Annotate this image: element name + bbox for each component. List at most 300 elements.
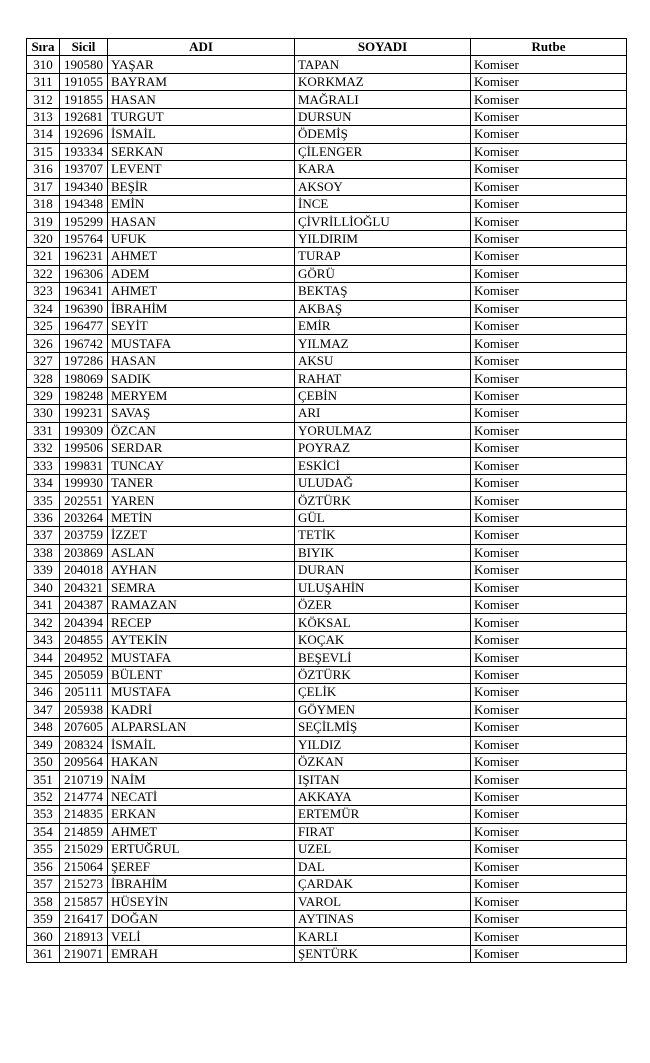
cell-soyadi: ÖZTÜRK bbox=[295, 492, 471, 509]
cell-rutbe: Komiser bbox=[471, 841, 627, 858]
table-row bbox=[27, 858, 627, 875]
cell-soyadi: BEŞEVLİ bbox=[295, 649, 471, 666]
cell-sicil: 215064 bbox=[60, 858, 108, 875]
table-row bbox=[27, 684, 627, 701]
cell-adi: EMİN bbox=[108, 195, 295, 212]
cell-sira: 340 bbox=[27, 579, 60, 596]
cell-sicil: 194340 bbox=[60, 178, 108, 195]
cell-adi: İZZET bbox=[108, 527, 295, 544]
cell-adi: ADEM bbox=[108, 265, 295, 282]
cell-sira: 319 bbox=[27, 213, 60, 230]
header-sicil: Sicil bbox=[60, 39, 108, 56]
table-row bbox=[27, 213, 627, 230]
table-row bbox=[27, 248, 627, 265]
cell-sicil: 198248 bbox=[60, 387, 108, 404]
cell-adi: ŞEREF bbox=[108, 858, 295, 875]
cell-sira: 330 bbox=[27, 405, 60, 422]
cell-adi: YAREN bbox=[108, 492, 295, 509]
cell-rutbe: Komiser bbox=[471, 387, 627, 404]
cell-soyadi: MAĞRALI bbox=[295, 91, 471, 108]
cell-adi: ALPARSLAN bbox=[108, 719, 295, 736]
cell-rutbe: Komiser bbox=[471, 195, 627, 212]
cell-sira: 334 bbox=[27, 474, 60, 491]
cell-soyadi: SEÇİLMİŞ bbox=[295, 719, 471, 736]
cell-rutbe: Komiser bbox=[471, 876, 627, 893]
cell-sicil: 210719 bbox=[60, 771, 108, 788]
cell-soyadi: EMİR bbox=[295, 318, 471, 335]
cell-adi: AHMET bbox=[108, 823, 295, 840]
cell-sira: 333 bbox=[27, 457, 60, 474]
cell-soyadi: AKSU bbox=[295, 352, 471, 369]
cell-soyadi: ESKİCİ bbox=[295, 457, 471, 474]
table-row bbox=[27, 841, 627, 858]
cell-sira: 354 bbox=[27, 823, 60, 840]
cell-rutbe: Komiser bbox=[471, 788, 627, 805]
cell-adi: AHMET bbox=[108, 283, 295, 300]
cell-rutbe: Komiser bbox=[471, 126, 627, 143]
cell-rutbe: Komiser bbox=[471, 736, 627, 753]
cell-sicil: 199506 bbox=[60, 440, 108, 457]
cell-rutbe: Komiser bbox=[471, 945, 627, 962]
cell-soyadi: ÇİLENGER bbox=[295, 143, 471, 160]
cell-adi: SERDAR bbox=[108, 440, 295, 457]
cell-soyadi: VAROL bbox=[295, 893, 471, 910]
cell-soyadi: AKBAŞ bbox=[295, 300, 471, 317]
cell-sicil: 199231 bbox=[60, 405, 108, 422]
cell-soyadi: ÇİVRİLLİOĞLU bbox=[295, 213, 471, 230]
cell-sicil: 203264 bbox=[60, 509, 108, 526]
table-row bbox=[27, 945, 627, 962]
table-row bbox=[27, 143, 627, 160]
cell-soyadi: İNCE bbox=[295, 195, 471, 212]
cell-rutbe: Komiser bbox=[471, 509, 627, 526]
cell-soyadi: DURAN bbox=[295, 562, 471, 579]
cell-soyadi: UZEL bbox=[295, 841, 471, 858]
cell-sicil: 204321 bbox=[60, 579, 108, 596]
cell-adi: DOĞAN bbox=[108, 910, 295, 927]
cell-sira: 337 bbox=[27, 527, 60, 544]
cell-sira: 338 bbox=[27, 544, 60, 561]
cell-soyadi: TETİK bbox=[295, 527, 471, 544]
cell-sicil: 215029 bbox=[60, 841, 108, 858]
cell-sicil: 190580 bbox=[60, 56, 108, 73]
cell-adi: MUSTAFA bbox=[108, 649, 295, 666]
cell-sira: 358 bbox=[27, 893, 60, 910]
table-row bbox=[27, 597, 627, 614]
cell-sira: 346 bbox=[27, 684, 60, 701]
cell-sira: 314 bbox=[27, 126, 60, 143]
cell-sicil: 205111 bbox=[60, 684, 108, 701]
cell-rutbe: Komiser bbox=[471, 649, 627, 666]
cell-sira: 315 bbox=[27, 143, 60, 160]
table-row bbox=[27, 562, 627, 579]
cell-sira: 316 bbox=[27, 161, 60, 178]
cell-sira: 336 bbox=[27, 509, 60, 526]
cell-sicil: 195299 bbox=[60, 213, 108, 230]
table-row bbox=[27, 928, 627, 945]
cell-sira: 361 bbox=[27, 945, 60, 962]
cell-rutbe: Komiser bbox=[471, 474, 627, 491]
cell-rutbe: Komiser bbox=[471, 265, 627, 282]
cell-soyadi: ŞENTÜRK bbox=[295, 945, 471, 962]
cell-sira: 356 bbox=[27, 858, 60, 875]
cell-soyadi: ULUŞAHİN bbox=[295, 579, 471, 596]
cell-sira: 311 bbox=[27, 73, 60, 90]
cell-sira: 312 bbox=[27, 91, 60, 108]
cell-soyadi: ÇELİK bbox=[295, 684, 471, 701]
cell-soyadi: RAHAT bbox=[295, 370, 471, 387]
cell-adi: BAYRAM bbox=[108, 73, 295, 90]
cell-sira: 352 bbox=[27, 788, 60, 805]
cell-sicil: 197286 bbox=[60, 352, 108, 369]
table-row bbox=[27, 352, 627, 369]
cell-sicil: 214835 bbox=[60, 806, 108, 823]
cell-rutbe: Komiser bbox=[471, 527, 627, 544]
table-row bbox=[27, 893, 627, 910]
table-row bbox=[27, 405, 627, 422]
cell-sira: 318 bbox=[27, 195, 60, 212]
cell-sira: 344 bbox=[27, 649, 60, 666]
table-row bbox=[27, 527, 627, 544]
cell-sicil: 195764 bbox=[60, 230, 108, 247]
cell-adi: RECEP bbox=[108, 614, 295, 631]
table-header-row bbox=[27, 39, 627, 56]
table-row bbox=[27, 701, 627, 718]
header-rutbe: Rutbe bbox=[471, 39, 627, 56]
cell-adi: ASLAN bbox=[108, 544, 295, 561]
table-row bbox=[27, 457, 627, 474]
table-row bbox=[27, 230, 627, 247]
cell-soyadi: BEKTAŞ bbox=[295, 283, 471, 300]
cell-adi: İSMAİL bbox=[108, 736, 295, 753]
cell-sicil: 204394 bbox=[60, 614, 108, 631]
table-row bbox=[27, 91, 627, 108]
cell-sicil: 196390 bbox=[60, 300, 108, 317]
cell-rutbe: Komiser bbox=[471, 230, 627, 247]
table-row bbox=[27, 719, 627, 736]
cell-adi: HAKAN bbox=[108, 753, 295, 770]
table-row bbox=[27, 579, 627, 596]
cell-soyadi: GÜL bbox=[295, 509, 471, 526]
cell-adi: EMRAH bbox=[108, 945, 295, 962]
cell-soyadi: AYTINAS bbox=[295, 910, 471, 927]
cell-soyadi: ÖZER bbox=[295, 597, 471, 614]
cell-rutbe: Komiser bbox=[471, 440, 627, 457]
cell-sira: 350 bbox=[27, 753, 60, 770]
table-row bbox=[27, 474, 627, 491]
cell-sicil: 199831 bbox=[60, 457, 108, 474]
table-row bbox=[27, 195, 627, 212]
table-row bbox=[27, 73, 627, 90]
cell-soyadi: POYRAZ bbox=[295, 440, 471, 457]
cell-sicil: 192696 bbox=[60, 126, 108, 143]
cell-rutbe: Komiser bbox=[471, 56, 627, 73]
cell-rutbe: Komiser bbox=[471, 335, 627, 352]
cell-rutbe: Komiser bbox=[471, 614, 627, 631]
cell-adi: METİN bbox=[108, 509, 295, 526]
cell-soyadi: ÖDEMİŞ bbox=[295, 126, 471, 143]
cell-rutbe: Komiser bbox=[471, 579, 627, 596]
cell-rutbe: Komiser bbox=[471, 73, 627, 90]
cell-soyadi: ÇARDAK bbox=[295, 876, 471, 893]
cell-adi: TANER bbox=[108, 474, 295, 491]
cell-sicil: 196231 bbox=[60, 248, 108, 265]
cell-sira: 326 bbox=[27, 335, 60, 352]
cell-adi: AHMET bbox=[108, 248, 295, 265]
cell-soyadi: ÖZTÜRK bbox=[295, 666, 471, 683]
cell-soyadi: KÖKSAL bbox=[295, 614, 471, 631]
cell-sicil: 191055 bbox=[60, 73, 108, 90]
cell-rutbe: Komiser bbox=[471, 597, 627, 614]
cell-sira: 359 bbox=[27, 910, 60, 927]
cell-sicil: 204387 bbox=[60, 597, 108, 614]
cell-soyadi: IŞITAN bbox=[295, 771, 471, 788]
cell-adi: SEYİT bbox=[108, 318, 295, 335]
cell-adi: ERKAN bbox=[108, 806, 295, 823]
cell-soyadi: ERTEMÜR bbox=[295, 806, 471, 823]
cell-adi: MUSTAFA bbox=[108, 684, 295, 701]
cell-rutbe: Komiser bbox=[471, 631, 627, 648]
header-soyadi: SOYADI bbox=[295, 39, 471, 56]
cell-soyadi: ÇEBİN bbox=[295, 387, 471, 404]
table-row bbox=[27, 492, 627, 509]
cell-soyadi: TURAP bbox=[295, 248, 471, 265]
cell-rutbe: Komiser bbox=[471, 492, 627, 509]
table-row bbox=[27, 631, 627, 648]
cell-sicil: 204952 bbox=[60, 649, 108, 666]
cell-rutbe: Komiser bbox=[471, 352, 627, 369]
table-row bbox=[27, 753, 627, 770]
cell-rutbe: Komiser bbox=[471, 771, 627, 788]
personnel-table bbox=[26, 38, 627, 963]
cell-adi: BEŞİR bbox=[108, 178, 295, 195]
cell-adi: MERYEM bbox=[108, 387, 295, 404]
cell-sira: 348 bbox=[27, 719, 60, 736]
cell-sicil: 208324 bbox=[60, 736, 108, 753]
cell-soyadi: KORKMAZ bbox=[295, 73, 471, 90]
table-row bbox=[27, 509, 627, 526]
cell-soyadi: ARI bbox=[295, 405, 471, 422]
cell-sira: 321 bbox=[27, 248, 60, 265]
cell-adi: NECATİ bbox=[108, 788, 295, 805]
cell-soyadi: ÖZKAN bbox=[295, 753, 471, 770]
cell-sicil: 196306 bbox=[60, 265, 108, 282]
cell-adi: UFUK bbox=[108, 230, 295, 247]
cell-sicil: 214774 bbox=[60, 788, 108, 805]
cell-rutbe: Komiser bbox=[471, 178, 627, 195]
cell-adi: HASAN bbox=[108, 352, 295, 369]
cell-rutbe: Komiser bbox=[471, 858, 627, 875]
cell-sicil: 219071 bbox=[60, 945, 108, 962]
cell-sira: 349 bbox=[27, 736, 60, 753]
table-row bbox=[27, 56, 627, 73]
cell-sira: 342 bbox=[27, 614, 60, 631]
cell-rutbe: Komiser bbox=[471, 422, 627, 439]
cell-rutbe: Komiser bbox=[471, 161, 627, 178]
cell-sicil: 203759 bbox=[60, 527, 108, 544]
cell-sicil: 198069 bbox=[60, 370, 108, 387]
cell-rutbe: Komiser bbox=[471, 928, 627, 945]
table-row bbox=[27, 649, 627, 666]
cell-adi: LEVENT bbox=[108, 161, 295, 178]
cell-adi: RAMAZAN bbox=[108, 597, 295, 614]
cell-sicil: 203869 bbox=[60, 544, 108, 561]
cell-sira: 320 bbox=[27, 230, 60, 247]
cell-soyadi: YILDIZ bbox=[295, 736, 471, 753]
table-row bbox=[27, 126, 627, 143]
table-row bbox=[27, 300, 627, 317]
cell-adi: ERTUĞRUL bbox=[108, 841, 295, 858]
table-row bbox=[27, 666, 627, 683]
cell-rutbe: Komiser bbox=[471, 405, 627, 422]
table-row bbox=[27, 265, 627, 282]
cell-sira: 327 bbox=[27, 352, 60, 369]
cell-soyadi: GÖYMEN bbox=[295, 701, 471, 718]
cell-soyadi: FIRAT bbox=[295, 823, 471, 840]
cell-adi: HASAN bbox=[108, 213, 295, 230]
table-row bbox=[27, 771, 627, 788]
cell-sira: 341 bbox=[27, 597, 60, 614]
cell-sicil: 202551 bbox=[60, 492, 108, 509]
cell-sicil: 196477 bbox=[60, 318, 108, 335]
cell-adi: İBRAHİM bbox=[108, 300, 295, 317]
cell-sira: 324 bbox=[27, 300, 60, 317]
cell-adi: AYTEKİN bbox=[108, 631, 295, 648]
cell-rutbe: Komiser bbox=[471, 143, 627, 160]
cell-sira: 351 bbox=[27, 771, 60, 788]
cell-soyadi: YILMAZ bbox=[295, 335, 471, 352]
cell-soyadi: ULUDAĞ bbox=[295, 474, 471, 491]
table-row bbox=[27, 440, 627, 457]
cell-adi: TUNCAY bbox=[108, 457, 295, 474]
table-row bbox=[27, 387, 627, 404]
cell-sira: 332 bbox=[27, 440, 60, 457]
cell-sicil: 214859 bbox=[60, 823, 108, 840]
cell-sira: 353 bbox=[27, 806, 60, 823]
cell-adi: HÜSEYİN bbox=[108, 893, 295, 910]
cell-soyadi: AKSOY bbox=[295, 178, 471, 195]
table-row bbox=[27, 876, 627, 893]
cell-rutbe: Komiser bbox=[471, 753, 627, 770]
cell-rutbe: Komiser bbox=[471, 701, 627, 718]
cell-adi: NAİM bbox=[108, 771, 295, 788]
cell-adi: KADRİ bbox=[108, 701, 295, 718]
table-row bbox=[27, 370, 627, 387]
cell-adi: İBRAHİM bbox=[108, 876, 295, 893]
cell-sicil: 199930 bbox=[60, 474, 108, 491]
cell-soyadi: DURSUN bbox=[295, 108, 471, 125]
cell-sira: 323 bbox=[27, 283, 60, 300]
cell-rutbe: Komiser bbox=[471, 370, 627, 387]
cell-sira: 355 bbox=[27, 841, 60, 858]
cell-sicil: 205059 bbox=[60, 666, 108, 683]
table-body bbox=[27, 56, 627, 963]
cell-sicil: 209564 bbox=[60, 753, 108, 770]
cell-sira: 313 bbox=[27, 108, 60, 125]
table-row bbox=[27, 614, 627, 631]
cell-soyadi: BIYIK bbox=[295, 544, 471, 561]
table-row bbox=[27, 823, 627, 840]
cell-rutbe: Komiser bbox=[471, 719, 627, 736]
cell-adi: YAŞAR bbox=[108, 56, 295, 73]
cell-rutbe: Komiser bbox=[471, 562, 627, 579]
cell-adi: ÖZCAN bbox=[108, 422, 295, 439]
cell-sira: 339 bbox=[27, 562, 60, 579]
cell-adi: HASAN bbox=[108, 91, 295, 108]
cell-sira: 328 bbox=[27, 370, 60, 387]
cell-sicil: 205938 bbox=[60, 701, 108, 718]
cell-sicil: 216417 bbox=[60, 910, 108, 927]
cell-sicil: 204018 bbox=[60, 562, 108, 579]
table-row bbox=[27, 422, 627, 439]
cell-soyadi: KOÇAK bbox=[295, 631, 471, 648]
cell-soyadi: TAPAN bbox=[295, 56, 471, 73]
cell-sicil: 215273 bbox=[60, 876, 108, 893]
header-adi: ADI bbox=[108, 39, 295, 56]
cell-rutbe: Komiser bbox=[471, 823, 627, 840]
cell-adi: SEMRA bbox=[108, 579, 295, 596]
cell-sira: 335 bbox=[27, 492, 60, 509]
header-sira: Sıra bbox=[27, 39, 60, 56]
cell-rutbe: Komiser bbox=[471, 684, 627, 701]
table-row bbox=[27, 806, 627, 823]
cell-sicil: 207605 bbox=[60, 719, 108, 736]
cell-rutbe: Komiser bbox=[471, 91, 627, 108]
cell-adi: BÜLENT bbox=[108, 666, 295, 683]
cell-rutbe: Komiser bbox=[471, 544, 627, 561]
cell-sicil: 191855 bbox=[60, 91, 108, 108]
cell-rutbe: Komiser bbox=[471, 108, 627, 125]
cell-soyadi: YILDIRIM bbox=[295, 230, 471, 247]
cell-sicil: 199309 bbox=[60, 422, 108, 439]
cell-sira: 347 bbox=[27, 701, 60, 718]
cell-rutbe: Komiser bbox=[471, 283, 627, 300]
cell-adi: SAVAŞ bbox=[108, 405, 295, 422]
cell-sicil: 218913 bbox=[60, 928, 108, 945]
cell-sicil: 193334 bbox=[60, 143, 108, 160]
cell-soyadi: KARA bbox=[295, 161, 471, 178]
personnel-list-sheet bbox=[26, 38, 626, 963]
cell-sicil: 204855 bbox=[60, 631, 108, 648]
cell-sicil: 194348 bbox=[60, 195, 108, 212]
cell-soyadi: GÖRÜ bbox=[295, 265, 471, 282]
cell-soyadi: DAL bbox=[295, 858, 471, 875]
cell-rutbe: Komiser bbox=[471, 666, 627, 683]
cell-sira: 357 bbox=[27, 876, 60, 893]
cell-sicil: 196341 bbox=[60, 283, 108, 300]
cell-rutbe: Komiser bbox=[471, 300, 627, 317]
cell-rutbe: Komiser bbox=[471, 457, 627, 474]
cell-adi: VELİ bbox=[108, 928, 295, 945]
cell-adi: SADIK bbox=[108, 370, 295, 387]
table-row bbox=[27, 108, 627, 125]
cell-sicil: 192681 bbox=[60, 108, 108, 125]
cell-sira: 325 bbox=[27, 318, 60, 335]
cell-rutbe: Komiser bbox=[471, 806, 627, 823]
cell-sira: 310 bbox=[27, 56, 60, 73]
cell-sicil: 196742 bbox=[60, 335, 108, 352]
table-row bbox=[27, 910, 627, 927]
cell-sira: 345 bbox=[27, 666, 60, 683]
cell-sicil: 193707 bbox=[60, 161, 108, 178]
cell-sira: 360 bbox=[27, 928, 60, 945]
cell-adi: İSMAİL bbox=[108, 126, 295, 143]
cell-rutbe: Komiser bbox=[471, 213, 627, 230]
table-row bbox=[27, 544, 627, 561]
cell-sira: 317 bbox=[27, 178, 60, 195]
table-row bbox=[27, 335, 627, 352]
table-row bbox=[27, 178, 627, 195]
